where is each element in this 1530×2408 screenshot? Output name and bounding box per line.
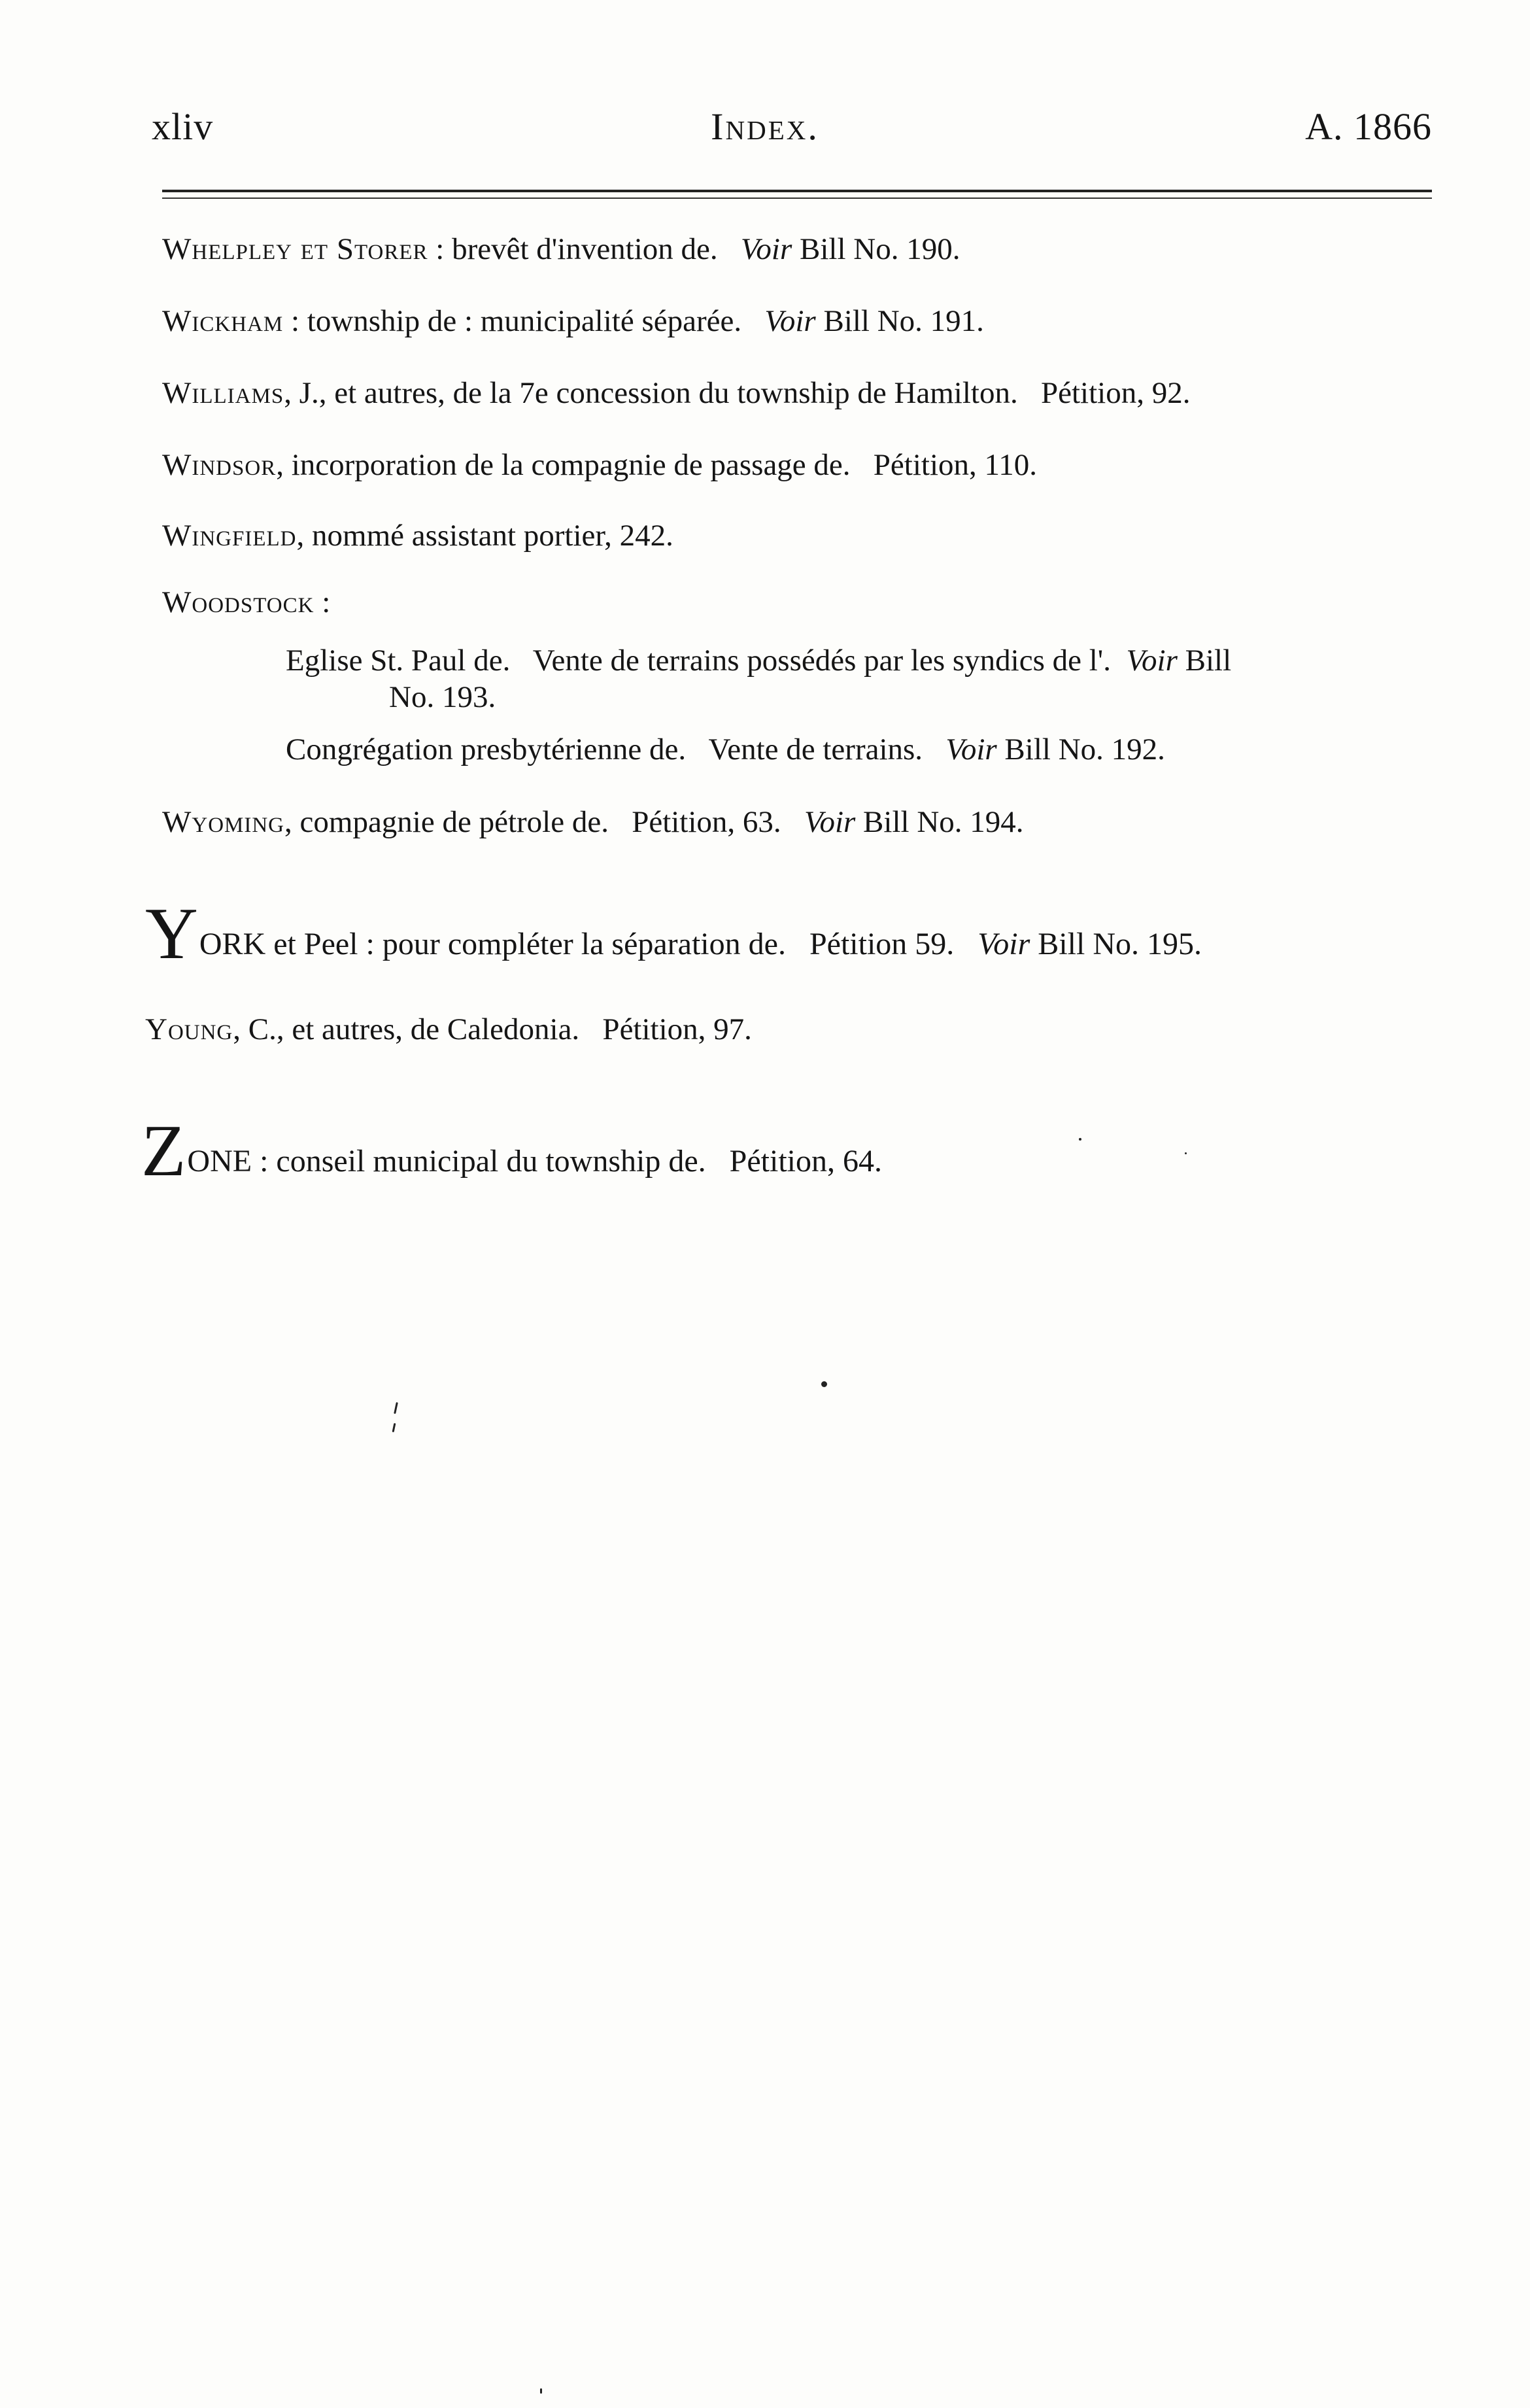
print-speck (392, 1423, 396, 1432)
voir-reference: Voir (804, 805, 856, 839)
page-number: xliv (152, 105, 214, 148)
index-entry-whelpley: Whelpley et Storer : brevêt d'invention de. Voir Bill No. 190. (162, 232, 960, 266)
voir-reference: Voir (764, 304, 816, 338)
index-entry-windsor: Windsor, incorporation de la compagnie de passage de. Pétition, 110. (162, 448, 1038, 482)
entry-text: brevêt d'invention de. (452, 232, 718, 266)
print-speck (394, 1402, 398, 1414)
entry-heading: Whelpley et Storer (162, 232, 428, 266)
subentry-text: Eglise St. Paul de. Vente de terrains possédés par les syndics de l'. (286, 644, 1112, 678)
print-speck (821, 1381, 827, 1387)
voir-reference: Voir (978, 927, 1030, 961)
index-entry-york: YORK et Peel : pour compléter la séparation de. Pétition 59. Voir Bill No. 195. (145, 893, 1202, 974)
entry-heading: ONE (187, 1144, 252, 1178)
entry-heading: ORK (199, 927, 266, 961)
entry-text: : conseil municipal du township de. Pétition, 64. (252, 1144, 882, 1178)
entry-heading: Wyoming (162, 805, 285, 839)
print-speck (540, 2388, 542, 2394)
entry-text: J., et autres, de la 7e concession du township de Hamilton. Pétition, 92. (299, 376, 1191, 410)
index-entry-zone (141, 1110, 882, 1192)
entry-text: incorporation de la compagnie de passage de. Pétition, 110. (291, 448, 1038, 482)
header-rule-top (162, 190, 1432, 192)
entry-heading: Wingfield (162, 519, 297, 553)
index-entry-woodstock: Woodstock : (162, 585, 331, 619)
entry-heading: Wickham (162, 304, 284, 338)
section-initial-y: Y (145, 893, 198, 974)
voir-reference: Voir (740, 232, 792, 266)
header-rule-bottom (162, 198, 1432, 199)
entry-text: C., et autres, de Caledonia. Pétition, 97. (248, 1012, 752, 1046)
index-entry-wickham: Wickham : township de : municipalité séparée. Voir Bill No. 191. (162, 304, 984, 338)
entry-heading: Woodstock (162, 585, 314, 619)
index-entry-williams: Williams, J., et autres, de la 7e concession du township de Hamilton. Pétition, 92. (162, 376, 1191, 410)
voir-reference: Voir (1126, 644, 1178, 678)
entry-text: compagnie de pétrole de. Pétition, 63. (299, 805, 781, 839)
bill-reference: Bill No. 191. (815, 304, 984, 338)
woodstock-subentry-congregation: Congrégation presbytérienne de. Vente de terrains. Voir Bill No. 192. (286, 732, 1165, 766)
voir-reference: Voir (945, 732, 997, 766)
entry-heading: Windsor (162, 448, 277, 482)
subentry-continuation: No. 193. (389, 680, 496, 714)
print-speck (1079, 1138, 1081, 1141)
session-year: A. 1866 (1305, 105, 1432, 148)
page-title: Index. (711, 105, 819, 148)
section-initial-z: Z (141, 1110, 186, 1192)
print-speck (1185, 1152, 1187, 1154)
entry-heading: Young (145, 1012, 233, 1046)
index-entry-young: Young, C., et autres, de Caledonia. Pétition, 97. (145, 1012, 752, 1046)
woodstock-subentry-eglise: Eglise St. Paul de. Vente de terrains possédés par les syndics de l'. Voir Bill No. 193. (286, 642, 1431, 715)
entry-text: nommé assistant portier, 242. (312, 519, 673, 553)
subentry-text: Congrégation presbytérienne de. Vente de terrains. (286, 732, 923, 766)
index-entry-wyoming: Wyoming, compagnie de pétrole de. Pétition, 63. Voir Bill No. 194. (162, 805, 1024, 839)
entry-text: township de : municipalité séparée. (307, 304, 742, 338)
index-entry-wingfield: Wingfield, nommé assistant portier, 242. (162, 519, 673, 553)
entry-text: et Peel : pour compléter la séparation de. Pétition 59. (265, 927, 955, 961)
bill-reference: Bill No. 190. (792, 232, 960, 266)
entry-heading: Williams (162, 376, 284, 410)
